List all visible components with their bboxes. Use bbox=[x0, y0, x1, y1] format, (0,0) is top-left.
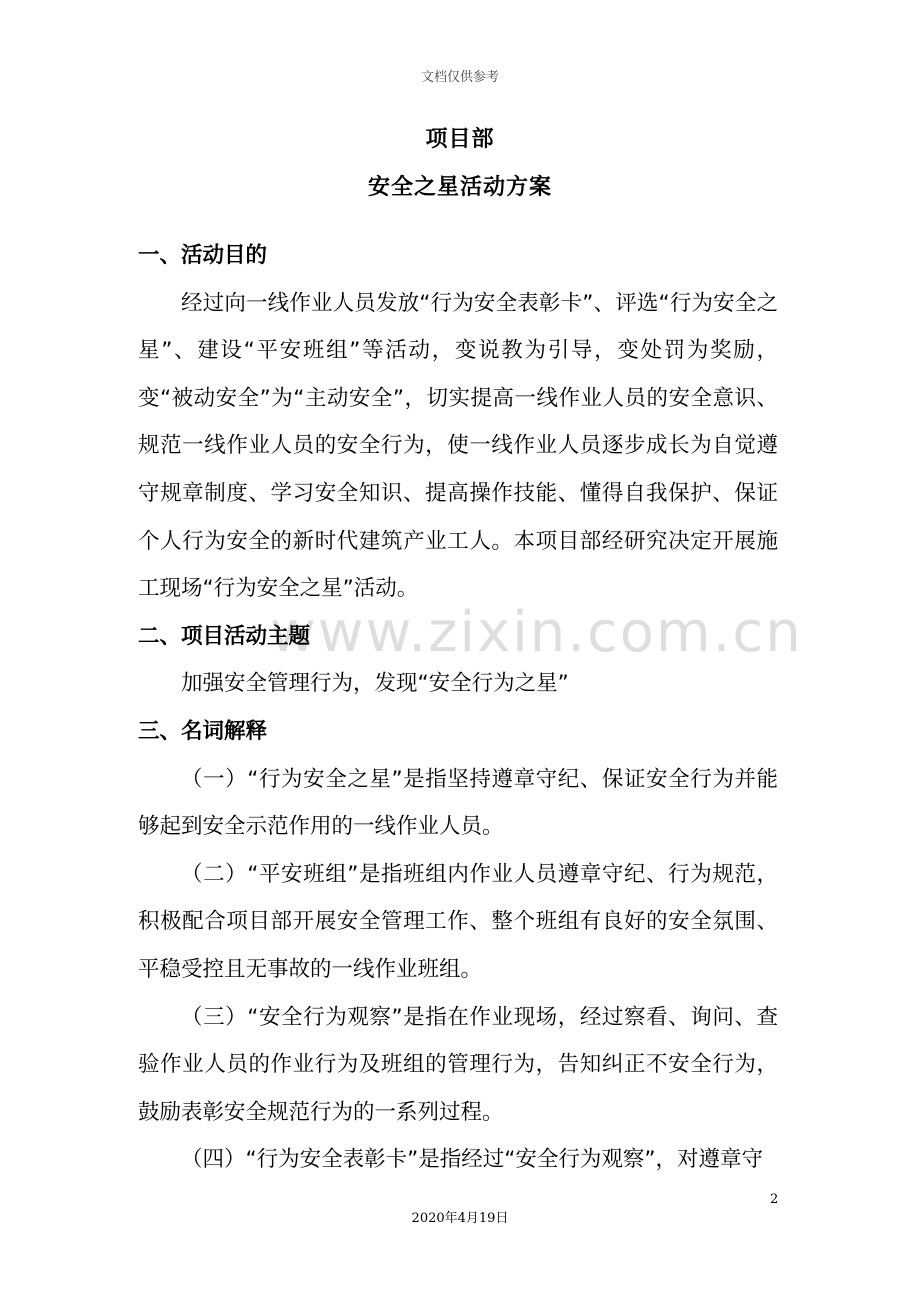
section-heading: 二、项目活动主题 bbox=[138, 623, 311, 649]
footer-date: 2020年4月19日 bbox=[411, 1211, 509, 1226]
paragraph: （一）“行为安全之星”是指坚持遵章守纪、保证安全行为并能够起到安全示范作用的一线作业人员。 bbox=[138, 766, 778, 840]
document-body bbox=[138, 232, 778, 1184]
document-title: 项目部 bbox=[425, 127, 495, 152]
watermark: www.zixin.com.cn bbox=[270, 600, 803, 665]
section-theme bbox=[138, 613, 778, 708]
paragraph: （四）“行为安全表彰卡”是指经过“安全行为观察”，对遵章守 bbox=[181, 1147, 764, 1173]
header-note: 文档仅供参考 bbox=[420, 70, 499, 85]
section-heading: 三、名词解释 bbox=[138, 718, 268, 744]
paragraph: 经过向一线作业人员发放“行为安全表彰卡”、评选“行为安全之星”、建设“平安班组”等活动，变说教为引导，变处罚为奖励，变“被动安全”为“主动安全”，切实提高一线作业人员的安全意识、规范一线作业人员的安全行为，使一线作业人员逐步成长为自觉遵守规章制度、学习安全知识、提高操作技能、懂得自我保护、保证个人行为安全的新时代建筑产业工人。本项目部经研究决定开展施工现场“行为安全之星”活动。 bbox=[138, 290, 778, 602]
section-heading: 一、活动目的 bbox=[138, 243, 268, 268]
page-number: 2 bbox=[770, 1192, 779, 1207]
paragraph: 加强安全管理行为，发现“安全行为之星” bbox=[181, 671, 569, 697]
paragraph: （二）“平安班组”是指班组内作业人员遵章守纪、行为规范，积极配合项目部开展安全管理工作、整个班组有良好的安全氛围、平稳受控且无事故的一线作业班组。 bbox=[138, 861, 778, 982]
paragraph: （三）“安全行为观察”是指在作业现场，经过察看、询问、查验作业人员的作业行为及班组的管理行为，告知纠正不安全行为，鼓励表彰安全规范行为的一系列过程。 bbox=[138, 1004, 778, 1125]
section-definitions bbox=[138, 708, 778, 1184]
section-purpose bbox=[138, 232, 778, 613]
document-subtitle: 安全之星活动方案 bbox=[367, 175, 552, 200]
